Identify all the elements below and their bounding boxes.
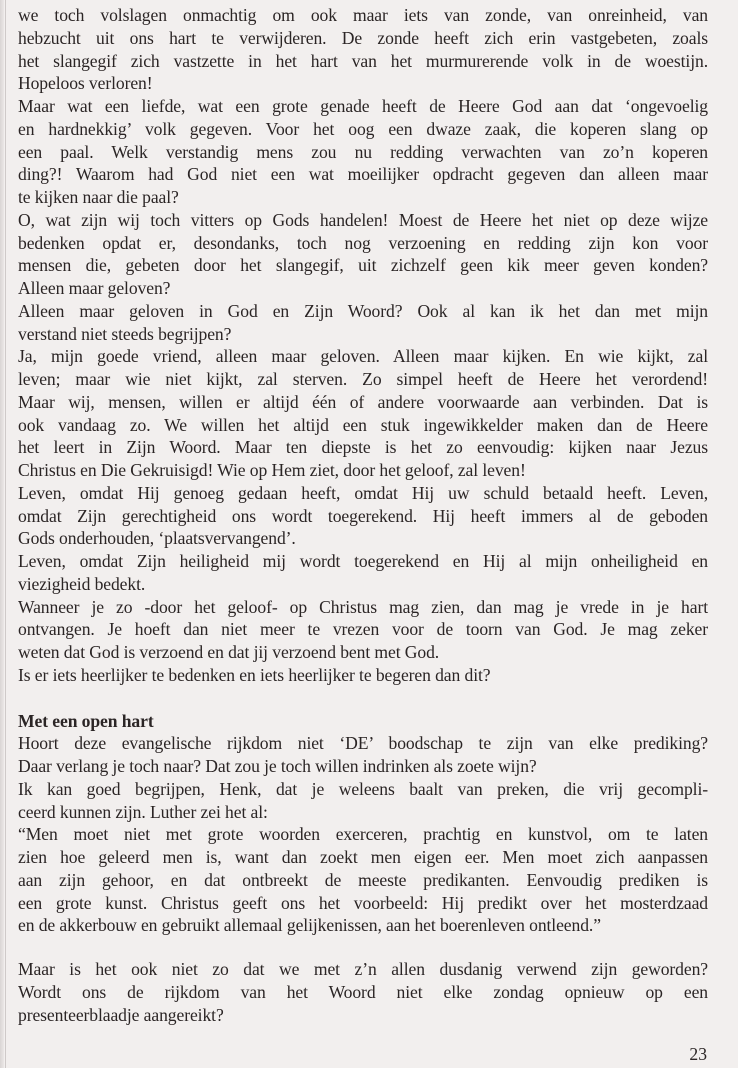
text-line: zien hoe geleerd men is, want dan zoekt men eigen eer. Men moet zich aanpassen	[18, 847, 708, 867]
paragraph	[18, 482, 708, 550]
paragraph	[18, 4, 708, 95]
text-line: hebzucht uit ons hart te verwijderen. De zonde heeft zich erin vastgebeten, zoals	[18, 27, 708, 48]
text-line: Maar wij, mensen, willen er altijd één of andere voorwaarde aan verbinden. Dat is	[18, 391, 708, 412]
paragraph	[18, 664, 708, 687]
text-line: een grote kunst. Christus geeft ons het voorbeeld: Hij predikt over het mosterdzaad	[18, 892, 708, 913]
text-line: aan zijn gehoor, en dat ontbreekt de meeste predikanten. Eenvoudig prediken is	[18, 869, 708, 890]
page-number: 23	[689, 1044, 707, 1064]
text-line: “Men moet niet met grote woorden exerceren, prachtig en kunstvol, om te laten	[18, 824, 708, 845]
paragraph	[18, 596, 708, 664]
text-line: ook vandaag zo. We willen het altijd een stuk ingewikkelder maken dan de Heere	[18, 414, 708, 435]
text-line: ontvangen. Je hoeft dan niet meer te vrezen voor de toorn van God. Je mag zeker	[18, 619, 708, 640]
page-binding-edge	[0, 0, 4, 1068]
text-line: presenteerblaadje aangereikt?	[18, 1004, 224, 1025]
paragraph	[18, 778, 708, 824]
paragraph	[18, 732, 708, 778]
text-line: Hopeloos verloren!	[18, 73, 153, 94]
text-line: Wanneer je zo -door het geloof- op Christus mag zien, dan mag je vrede in je hart	[18, 596, 708, 617]
text-line: het leert in Zijn Woord. Maar ten diepste is het zo eenvoudig: kijken naar Jezus	[18, 437, 708, 458]
paragraph	[18, 95, 708, 209]
text-line: Ja, mijn goede vriend, alleen maar geloven. Alleen maar kijken. En wie kijkt, zal	[18, 346, 708, 367]
text-line: Gods onderhouden, ‘plaatsvervangend’.	[18, 528, 296, 549]
text-line: Ik kan goed begrijpen, Henk, dat je weleens baalt van preken, die vrij gecompli-	[18, 778, 708, 799]
text-line: O, wat zijn wij toch vitters op Gods handelen! Moest de Heere het niet op deze wijze	[18, 209, 708, 230]
text-line: een paal. Welk verstandig mens zou nu redding verwachten van zo’n koperen	[18, 141, 708, 162]
paragraph	[18, 823, 708, 937]
heading-text: Met een open hart	[18, 710, 154, 731]
text-line: Christus en Die Gekruisigd! Wie op Hem ziet, door het geloof, zal leven!	[18, 460, 526, 480]
text-line: bedenken opdat er, desondanks, toch nog verzoening en redding zijn kon voor	[18, 232, 708, 253]
paragraph-gap	[18, 937, 708, 958]
paragraph	[18, 550, 708, 596]
text-line: Daar verlang je toch naar? Dat zou je toch willen indrinken als zoete wijn?	[18, 756, 537, 776]
text-line: Alleen maar geloven in God en Zijn Woord? Ook al kan ik het dan met mijn	[18, 300, 708, 321]
text-line: Leven, omdat Hij genoeg gedaan heeft, omdat Hij uw schuld betaald heeft. Leven,	[18, 482, 708, 503]
text-line: mensen die, gebeten door het slangegif, uit zichzelf geen kik meer geven konden?	[18, 255, 708, 276]
text-line: viezigheid bedekt.	[18, 573, 146, 594]
text-line: Maar wat een liefde, wat een grote genade heeft de Heere God aan dat ‘ongevoelig	[18, 96, 708, 116]
text-line: we toch volslagen onmachtig om ook maar iets van zonde, van onreinheid, van	[18, 5, 708, 25]
text-line: te kijken naar die paal?	[18, 187, 179, 207]
text-line: verstand niet steeds begrijpen?	[18, 323, 232, 344]
text-line: Wordt ons de rijkdom van het Woord niet elke zondag opnieuw op een	[18, 981, 708, 1002]
section-heading	[18, 710, 708, 733]
text-line: Hoort deze evangelische rijkdom niet ‘DE’ boodschap te zijn van elke prediking?	[18, 733, 708, 754]
text-line: Maar is het ook niet zo dat we met z’n allen dusdanig verwend zijn geworden?	[18, 959, 708, 979]
text-line: omdat Zijn gerechtigheid ons wordt toegerekend. Hij heeft immers al de geboden	[18, 505, 708, 526]
text-line: ding?! Waarom had God niet een wat moeilijker opdracht gegeven dan alleen maar	[18, 164, 708, 185]
paragraph	[18, 345, 708, 482]
paragraph	[18, 958, 708, 1026]
page-body	[18, 4, 708, 1026]
paragraph	[18, 209, 708, 300]
paragraph	[18, 300, 708, 346]
text-line: het slangegif zich vastzette in het hart van het murmurerende volk in de woestijn.	[18, 50, 708, 71]
text-line: Alleen maar geloven?	[18, 278, 171, 298]
text-line: en de akkerbouw en gebruikt allemaal gelijkenissen, aan het boerenleven ontleend.”	[18, 915, 601, 936]
page-binding-line	[5, 0, 6, 1068]
text-line: weten dat God is verzoend en dat jij verzoend bent met God.	[18, 642, 440, 662]
text-line: leven; maar wie niet kijkt, zal sterven. Zo simpel heeft de Heere het verordend!	[18, 369, 708, 389]
text-line: en hardnekkig’ volk gegeven. Voor het oog een dwaze zaak, die koperen slang op	[18, 118, 708, 139]
text-line: Is er iets heerlijker te bedenken en iets heerlijker te begeren dan dit?	[18, 664, 491, 685]
text-line: ceerd kunnen zijn. Luther zei het al:	[18, 801, 268, 822]
text-line: Leven, omdat Zijn heiligheid mij wordt toegerekend en Hij al mijn onheiligheid en	[18, 551, 708, 571]
